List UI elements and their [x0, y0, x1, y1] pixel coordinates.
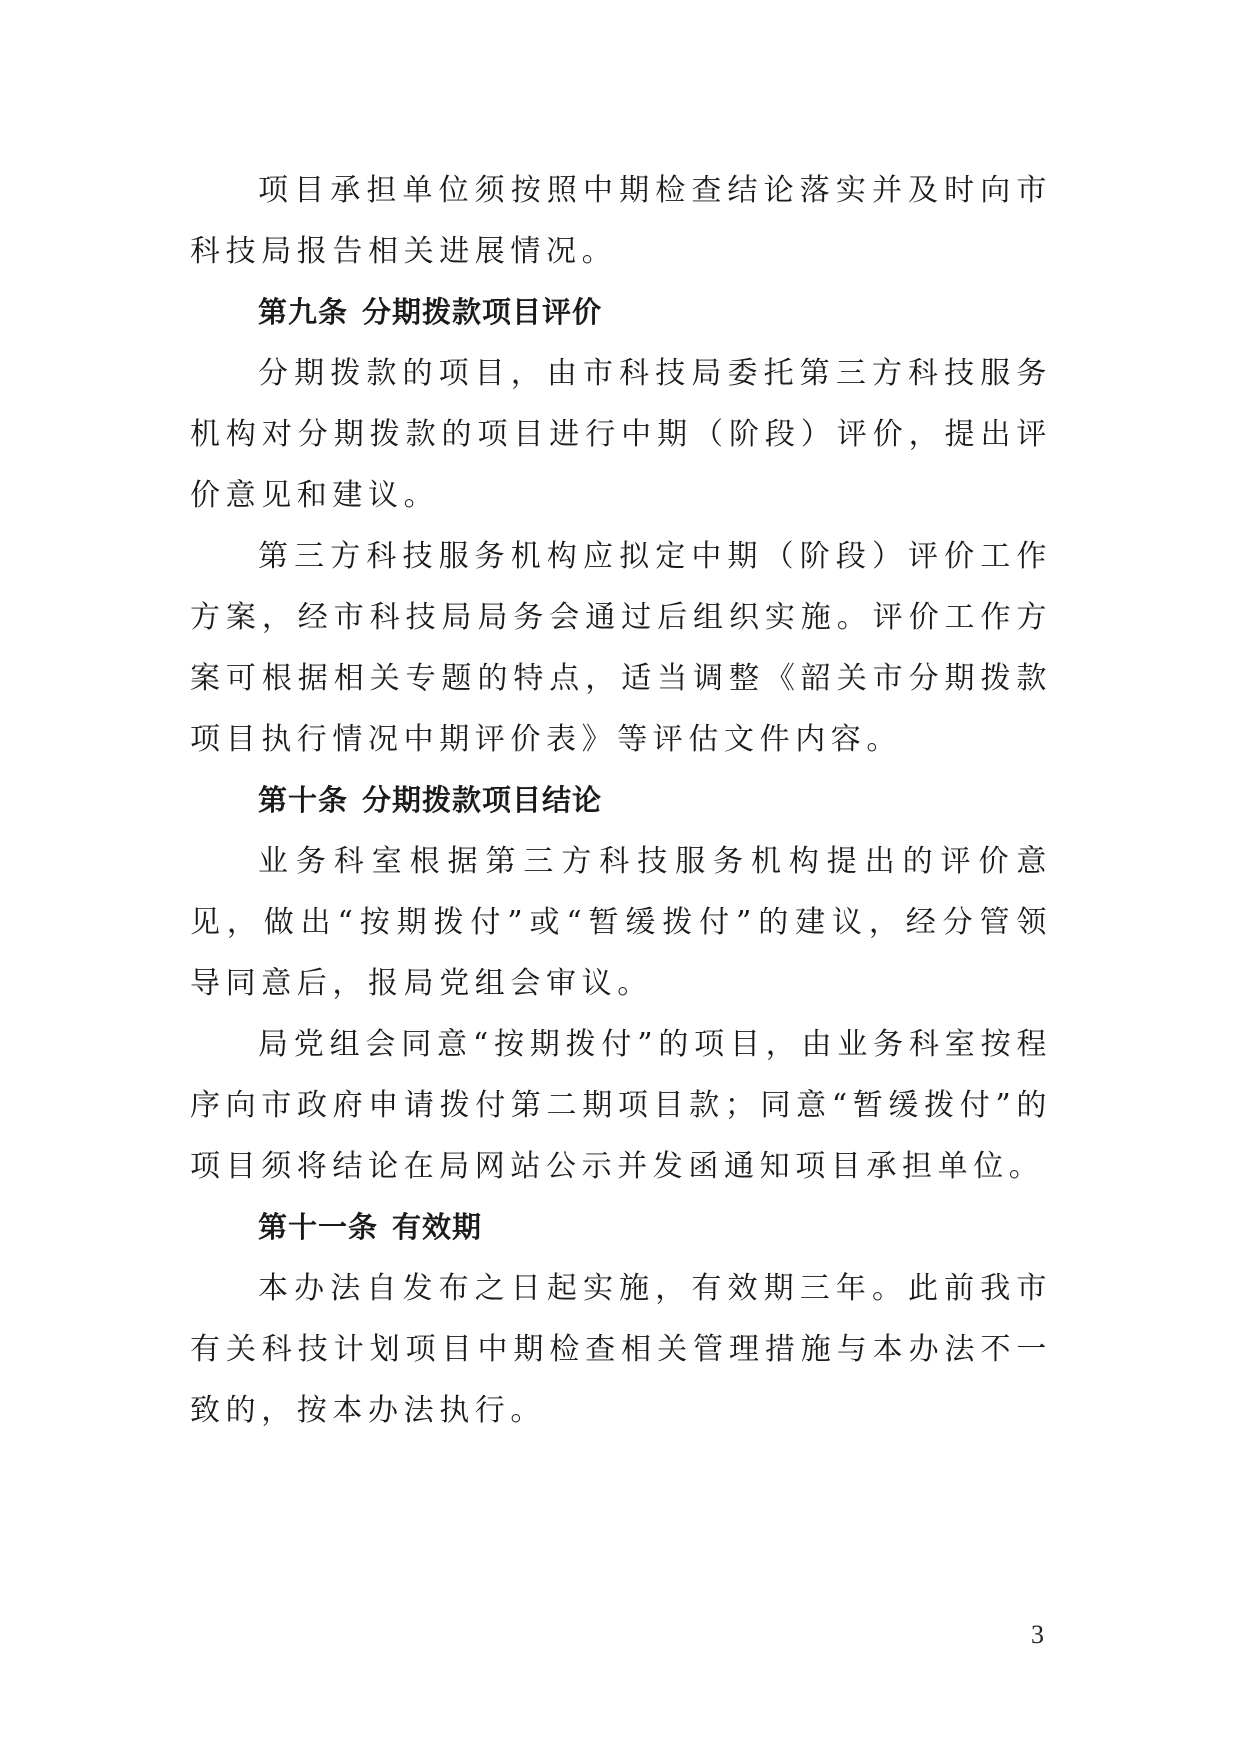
- paragraph-recommendation: 业务科室根据第三方科技服务机构提出的评价意见，做出“按期拨付”或“暂缓拨付”的建议，经分管领导同意后，报局党组会审议。: [190, 844, 1052, 1001]
- article-10-heading: [190, 770, 1052, 831]
- page-number: 3: [1031, 1620, 1044, 1649]
- article-number: 第十一条: [258, 1210, 379, 1244]
- article-9-heading: [190, 282, 1052, 343]
- article-number: 第九条: [258, 295, 349, 329]
- article-number: 第十条: [258, 783, 349, 817]
- paragraph-progress-report: 项目承担单位须按照中期检查结论落实并及时向市科技局报告相关进展情况。: [190, 173, 1052, 269]
- article-11-heading: [190, 1197, 1052, 1258]
- paragraph-effective-period: 本办法自发布之日起实施，有效期三年。此前我市有关科技计划项目中期检查相关管理措施与本办法不一致的，按本办法执行。: [190, 1271, 1052, 1428]
- paragraph-staged-evaluation: 分期拨款的项目，由市科技局委托第三方科技服务机构对分期拨款的项目进行中期（阶段）评价，提出评价意见和建议。: [190, 356, 1052, 513]
- paragraph-funding-decision: 局党组会同意“按期拨付”的项目，由业务科室按程序向市政府申请拨付第二期项目款；同意“暂缓拨付”的项目须将结论在局网站公示并发函通知项目承担单位。: [190, 1027, 1052, 1184]
- article-title: 分期拨款项目结论: [362, 783, 603, 817]
- document-body: [190, 160, 1052, 1441]
- paragraph-evaluation-plan: 第三方科技服务机构应拟定中期（阶段）评价工作方案，经市科技局局务会通过后组织实施。评价工作方案可根据相关专题的特点，适当调整《韶关市分期拨款项目执行情况中期评价表》等评估文件内容。: [190, 539, 1052, 757]
- article-title: 分期拨款项目评价: [362, 295, 603, 329]
- article-title: 有效期: [392, 1210, 483, 1244]
